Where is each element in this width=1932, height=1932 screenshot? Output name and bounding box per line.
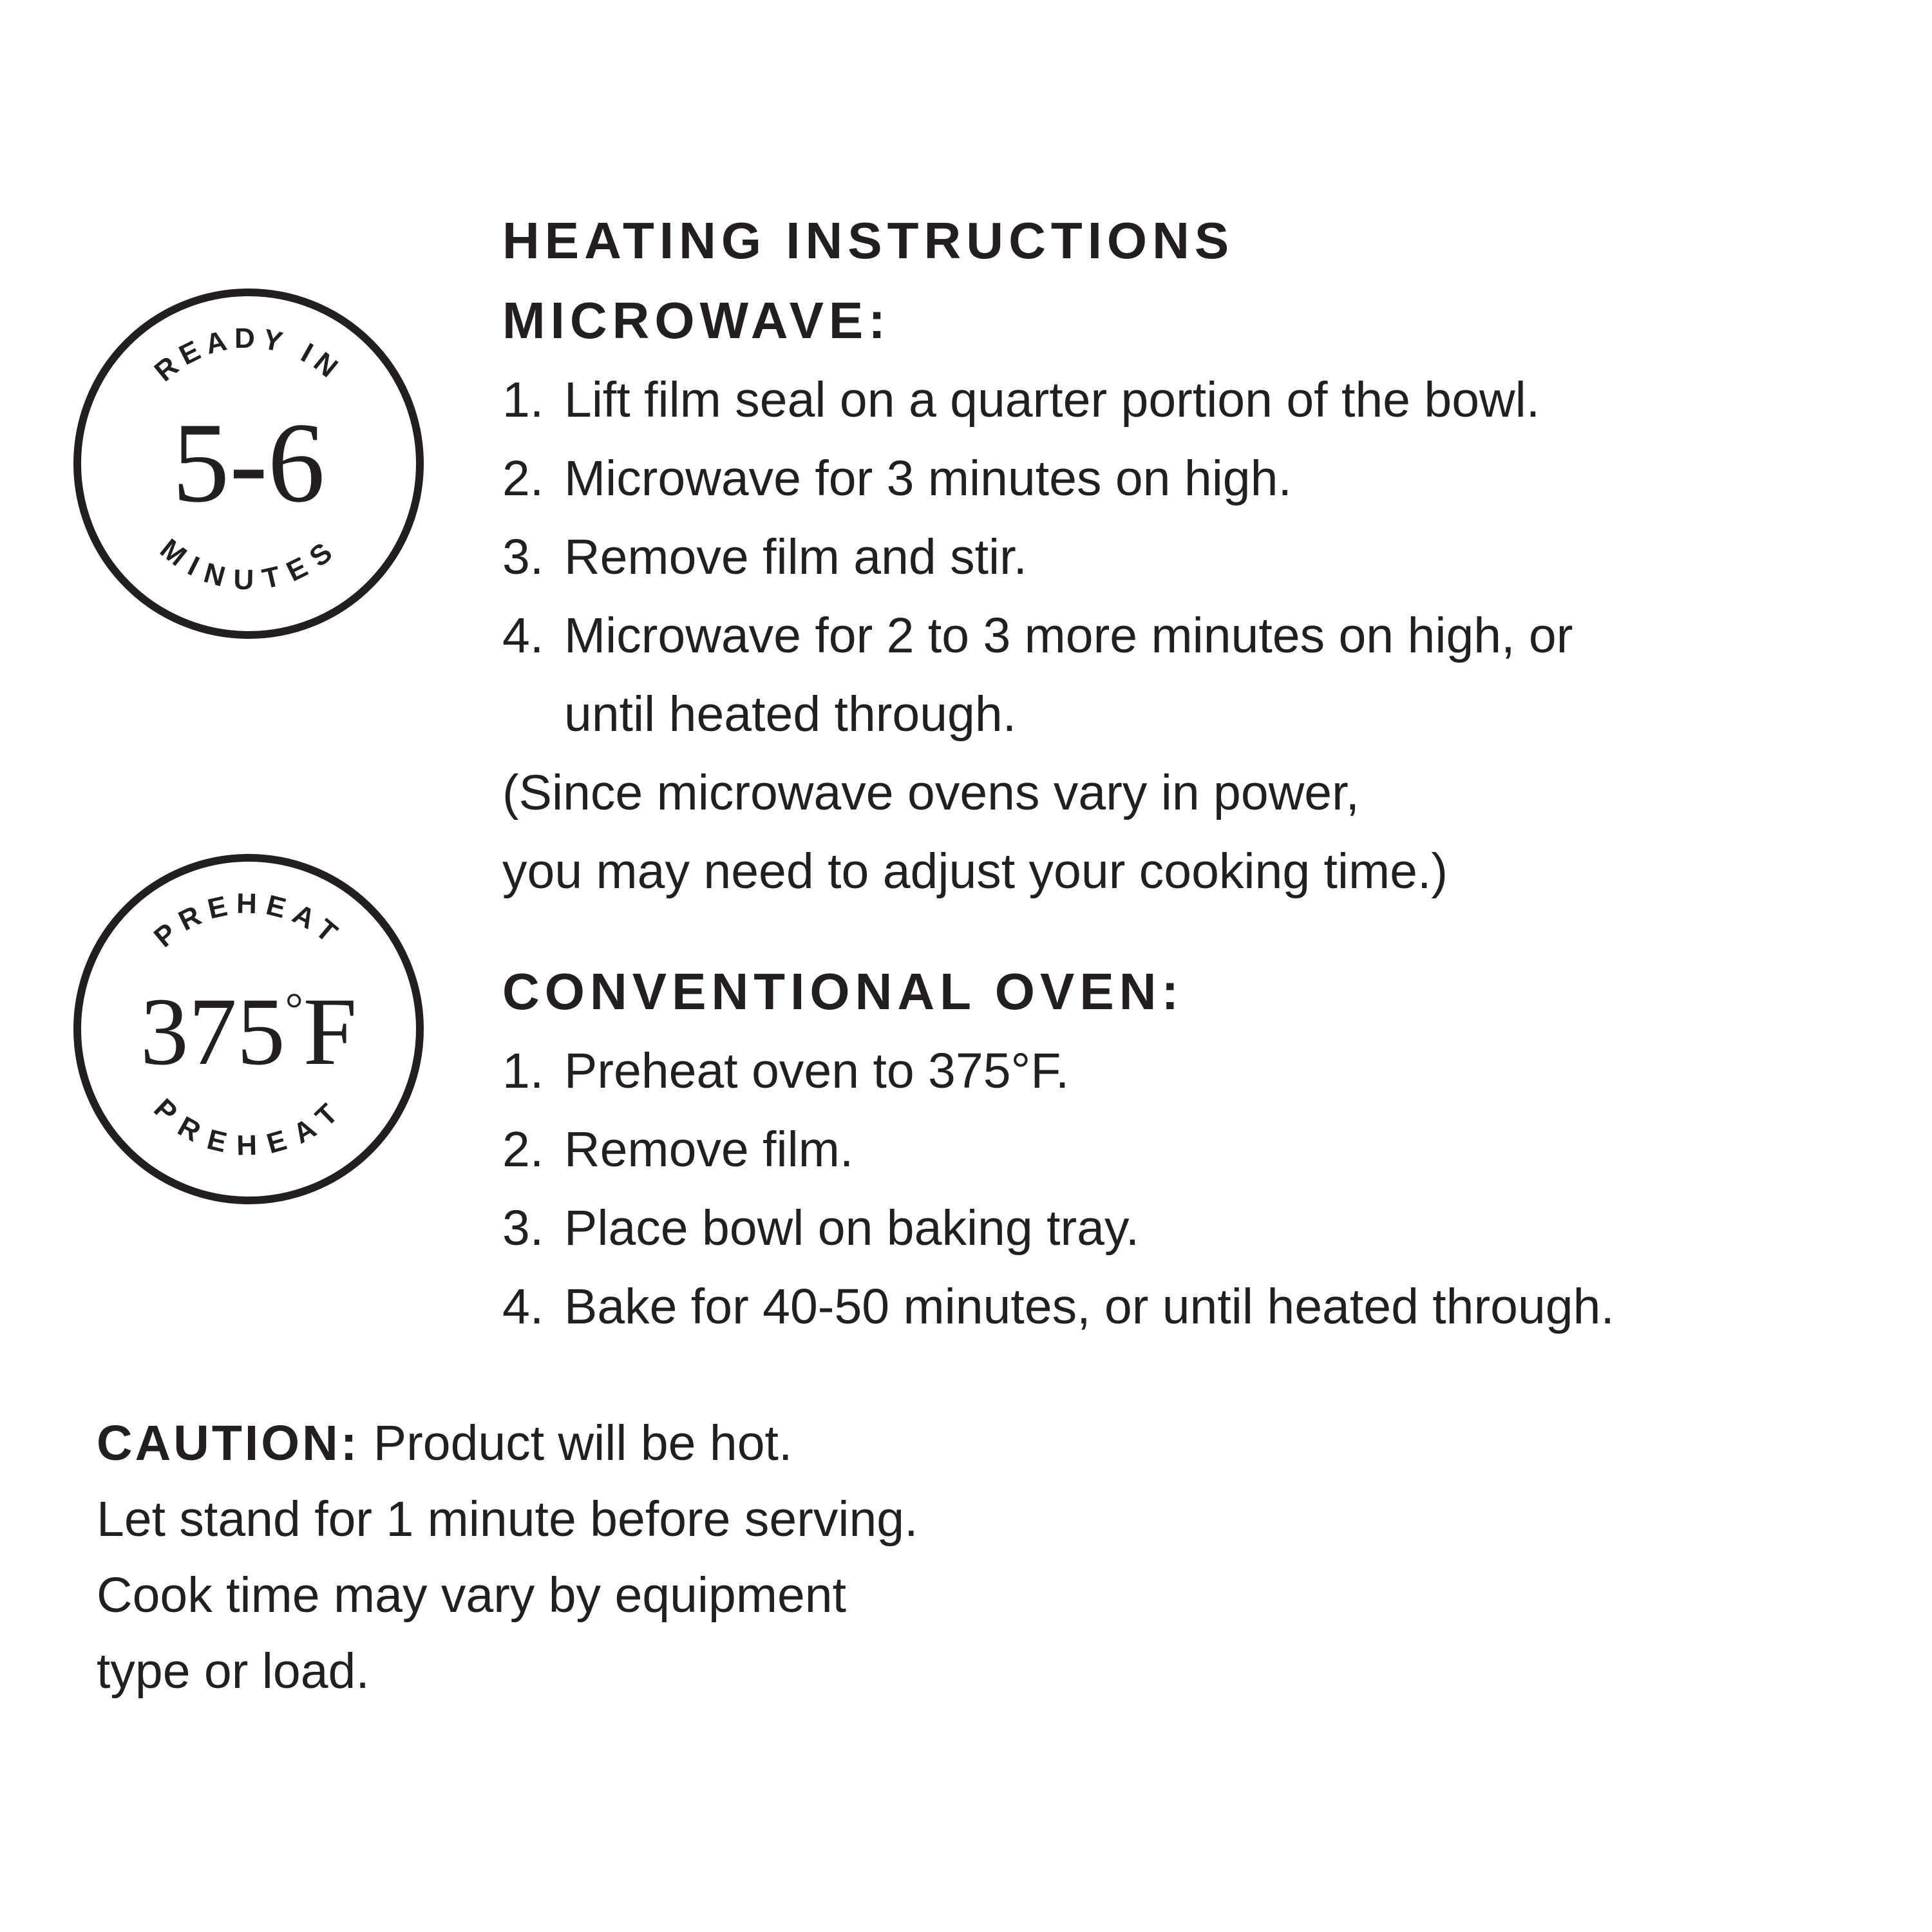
step-number: 4. bbox=[502, 608, 544, 663]
caution-line-4: type or load. bbox=[97, 1643, 370, 1699]
step-number: 1. bbox=[502, 372, 544, 428]
list-item bbox=[502, 439, 1919, 518]
step-text: Place bowl on baking tray. bbox=[564, 1200, 1140, 1256]
step-text: Remove film. bbox=[564, 1122, 854, 1177]
caution-text: Product will be hot. bbox=[359, 1416, 793, 1471]
caution-line-2: Let stand for 1 minute before serving. bbox=[97, 1492, 918, 1547]
list-item bbox=[502, 361, 1919, 439]
microwave-note-line-1: (Since microwave ovens vary in power, bbox=[502, 765, 1359, 820]
conventional-oven-heading: CONVENTIONAL OVEN: bbox=[502, 963, 1184, 1020]
microwave-note-line-2: you may need to adjust your cooking time.) bbox=[502, 844, 1448, 899]
step-number: 3. bbox=[502, 529, 544, 585]
caution-line-3: Cook time may vary by equipment bbox=[97, 1567, 847, 1623]
list-item bbox=[502, 596, 1919, 753]
degree-symbol: ° bbox=[285, 985, 303, 1034]
preheat-temperature-badge bbox=[72, 853, 425, 1206]
caution-label: CAUTION: bbox=[97, 1416, 360, 1471]
preheat-temperature-number: 375 bbox=[140, 978, 285, 1085]
step-text: Lift film seal on a quarter portion of the bowl. bbox=[564, 372, 1540, 428]
step-text: Microwave for 2 to 3 more minutes on high, or until heated through. bbox=[564, 608, 1573, 742]
step-number: 4. bbox=[502, 1279, 544, 1334]
microwave-heading: MICROWAVE: bbox=[502, 292, 891, 349]
microwave-steps-list bbox=[502, 361, 1919, 753]
badge-arc-bottom-text: MINUTES bbox=[154, 533, 343, 596]
list-item bbox=[502, 518, 1919, 596]
list-item bbox=[502, 1032, 1919, 1110]
list-item bbox=[502, 1267, 1919, 1346]
ready-time-badge-graphic bbox=[72, 287, 425, 640]
temperature-unit: F bbox=[303, 978, 357, 1085]
preheat-badge-graphic bbox=[72, 853, 425, 1206]
step-text: Preheat oven to 375°F. bbox=[564, 1043, 1070, 1099]
step-number: 1. bbox=[502, 1043, 544, 1099]
badge-center-value: 5-6 bbox=[172, 399, 325, 526]
list-item bbox=[502, 1110, 1919, 1189]
badge-center-value bbox=[140, 978, 357, 1085]
step-text: Bake for 40-50 minutes, or until heated through. bbox=[564, 1279, 1615, 1334]
badge-arc-bottom-text: PREHEAT bbox=[147, 1092, 350, 1162]
step-text: Microwave for 3 minutes on high. bbox=[564, 451, 1292, 506]
step-number: 3. bbox=[502, 1200, 544, 1256]
step-number: 2. bbox=[502, 1122, 544, 1177]
list-item bbox=[502, 1189, 1919, 1267]
caution-notice bbox=[97, 1405, 1385, 1709]
step-number: 2. bbox=[502, 451, 544, 506]
ready-time-badge bbox=[72, 287, 425, 640]
caution-line-1 bbox=[97, 1405, 1385, 1481]
heating-instructions bbox=[502, 201, 1919, 1346]
oven-steps-list bbox=[502, 1032, 1919, 1346]
step-text: Remove film and stir. bbox=[564, 529, 1027, 585]
badge-arc-top-text: READY IN bbox=[148, 322, 349, 388]
badge-arc-top-text: PREHEAT bbox=[148, 887, 350, 954]
instructions-title: HEATING INSTRUCTIONS bbox=[502, 212, 1235, 269]
